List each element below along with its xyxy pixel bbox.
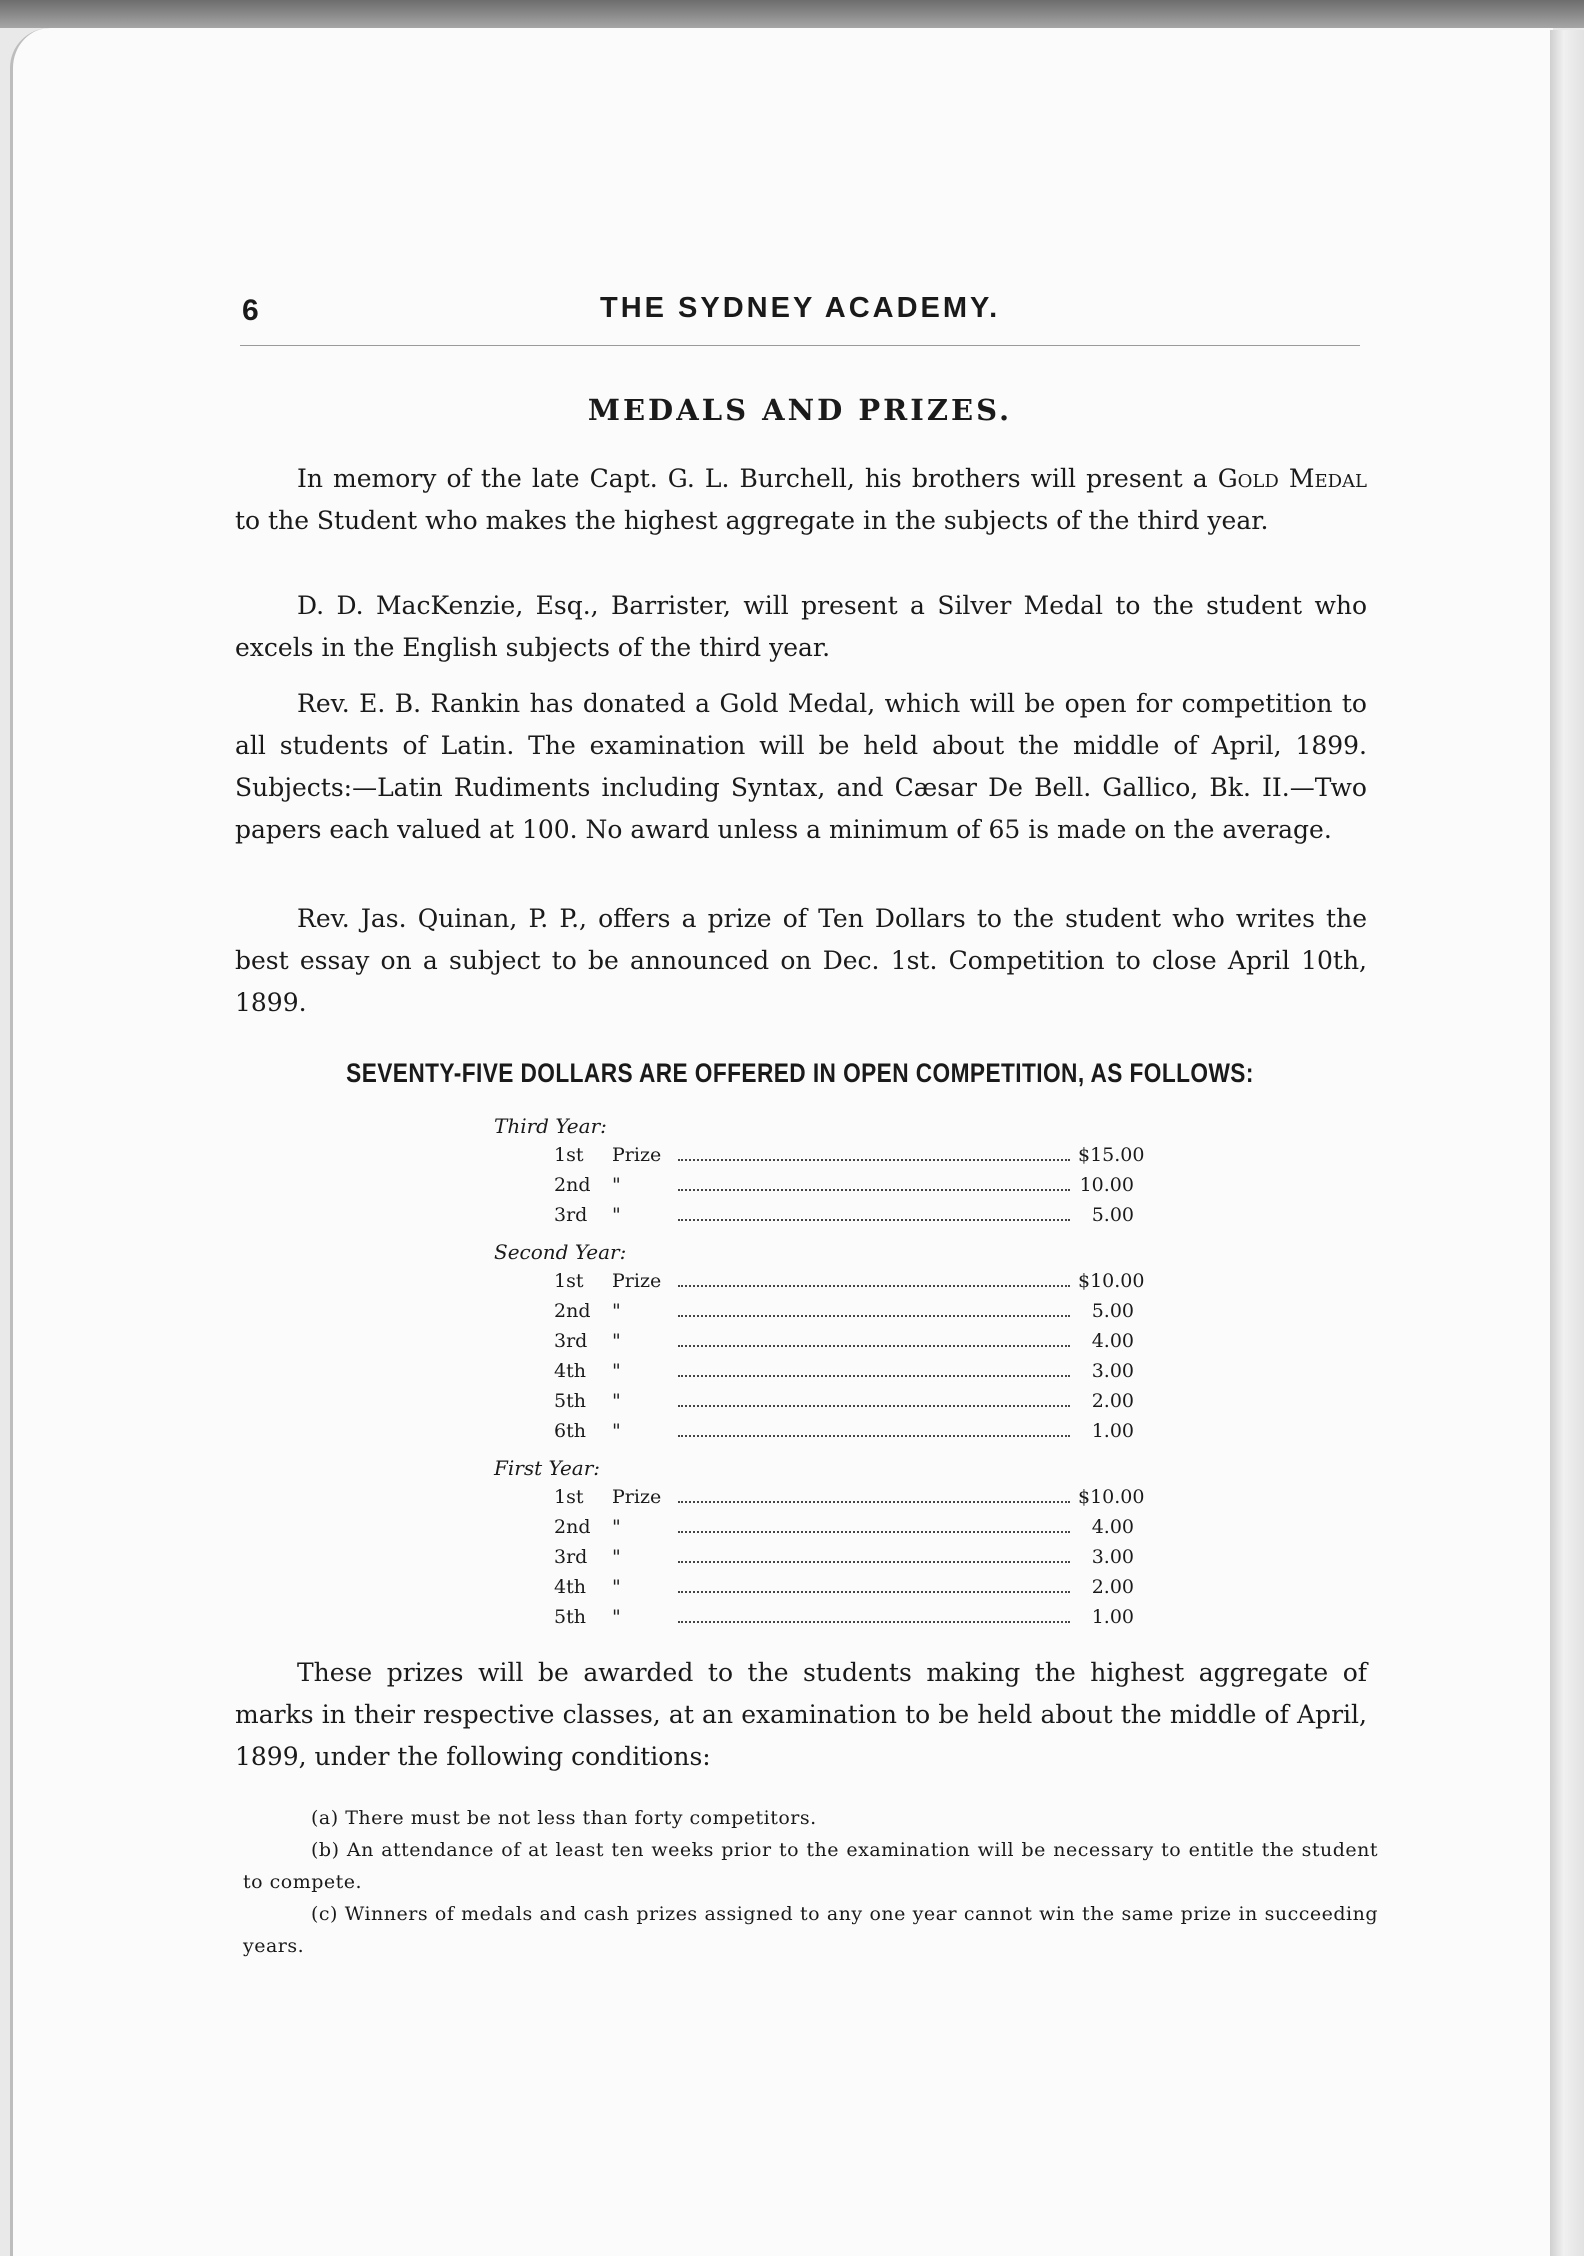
prize-amount: 4.00: [1091, 1330, 1134, 1352]
paragraph-quinan-prize: Rev. Jas. Quinan, P. P., offers a prize of Ten Dollars to the student who writes the best essay on a subject to be announced on Dec. 1st. Competition to close April 10th, 1899.: [235, 904, 1367, 1017]
prize-row: [554, 1512, 1134, 1542]
prize-word: ": [612, 1516, 621, 1538]
dot-leader: [678, 1219, 1070, 1221]
prize-word: ": [612, 1300, 621, 1322]
prize-place: 2nd: [554, 1516, 591, 1538]
offer-heading: SEVENTY-FIVE DOLLARS ARE OFFERED IN OPEN COMPETITION, AS FOLLOWS:: [346, 1058, 1254, 1088]
prize-place: 3rd: [554, 1204, 588, 1226]
prize-amount: 3.00: [1091, 1360, 1134, 1382]
prize-row: [554, 1386, 1134, 1416]
condition-c: (c) Winners of medals and cash prizes assigned to any one year cannot win the same prize in succeeding years.: [243, 1903, 1378, 1957]
prize-word: ": [612, 1360, 621, 1382]
prize-amount: $10.00: [1078, 1270, 1145, 1292]
first-year-group: [494, 1454, 1145, 1632]
dot-leader: [678, 1531, 1070, 1533]
year-label: First Year:: [494, 1456, 601, 1480]
dot-leader: [678, 1591, 1070, 1593]
dot-leader: [678, 1345, 1070, 1347]
running-title: THE SYDNEY ACADEMY.: [600, 292, 1001, 324]
scan-top-edge: [0, 0, 1584, 28]
gold-medal-smallcaps: Gold Medal: [1217, 464, 1367, 493]
prize-place: 6th: [554, 1420, 586, 1442]
dot-leader: [678, 1501, 1070, 1503]
prize-row: [554, 1266, 1145, 1296]
dot-leader: [678, 1189, 1070, 1191]
prize-place: 2nd: [554, 1300, 591, 1322]
dot-leader: [678, 1375, 1070, 1377]
dot-leader: [678, 1285, 1070, 1287]
prize-word: ": [612, 1576, 621, 1598]
prize-word: ": [612, 1390, 621, 1412]
year-label: Third Year:: [494, 1114, 607, 1138]
prize-word: ": [612, 1606, 621, 1628]
conditions-list: [243, 1802, 1378, 1962]
page-number: 6: [242, 294, 259, 327]
prize-word: ": [612, 1204, 621, 1226]
prize-row: [554, 1170, 1134, 1200]
prize-row: [554, 1416, 1134, 1446]
prize-row: [554, 1296, 1134, 1326]
prize-row: [554, 1542, 1134, 1572]
prize-amount: $10.00: [1078, 1486, 1145, 1508]
prize-row: [554, 1572, 1134, 1602]
prize-amount: 4.00: [1091, 1516, 1134, 1538]
section-title: MEDALS AND PRIZES.: [587, 393, 1013, 427]
prize-amount: 1.00: [1091, 1606, 1134, 1628]
paragraph-mackenzie-medal: D. D. MacKenzie, Esq., Barrister, will present a Silver Medal to the student who excels in the English subjects of the third year.: [235, 591, 1367, 662]
prize-word: ": [612, 1546, 621, 1568]
prize-place: 1st: [554, 1486, 584, 1508]
dot-leader: [678, 1561, 1070, 1563]
prize-place: 5th: [554, 1390, 586, 1412]
second-year-group: [494, 1238, 1145, 1446]
prize-row: [554, 1602, 1134, 1632]
prize-word: Prize: [612, 1144, 662, 1166]
paragraph-burchell-medal: [235, 458, 1367, 542]
dot-leader: [678, 1435, 1070, 1437]
prize-word: ": [612, 1174, 621, 1196]
dot-leader: [678, 1621, 1070, 1623]
prize-list: [494, 1112, 1145, 1640]
prize-amount: 10.00: [1079, 1174, 1134, 1196]
prize-row: [554, 1200, 1134, 1230]
prize-amount: 3.00: [1091, 1546, 1134, 1568]
prize-place: 1st: [554, 1270, 584, 1292]
scan-right-edge: [1550, 30, 1584, 2256]
prize-row: [554, 1356, 1134, 1386]
prize-amount: 2.00: [1091, 1390, 1134, 1412]
prize-amount: 2.00: [1091, 1576, 1134, 1598]
prize-place: 2nd: [554, 1174, 591, 1196]
dot-leader: [678, 1159, 1070, 1161]
prize-word: Prize: [612, 1486, 662, 1508]
page-header: [240, 290, 1360, 340]
header-rule: [240, 345, 1360, 346]
prize-amount: 1.00: [1091, 1420, 1134, 1442]
prize-place: 3rd: [554, 1546, 588, 1568]
prize-amount: 5.00: [1091, 1300, 1134, 1322]
year-label: Second Year:: [494, 1240, 627, 1264]
prize-amount: $15.00: [1078, 1144, 1145, 1166]
condition-a: (a) There must be not less than forty competitors.: [311, 1807, 817, 1829]
prize-place: 4th: [554, 1576, 586, 1598]
dot-leader: [678, 1405, 1070, 1407]
prize-place: 1st: [554, 1144, 584, 1166]
dot-leader: [678, 1315, 1070, 1317]
paragraph-text: In memory of the late Capt. G. L. Burchell, his brothers will present a: [297, 464, 1218, 493]
prize-place: 5th: [554, 1606, 586, 1628]
condition-b: (b) An attendance of at least ten weeks prior to the examination will be necessary to entitle the student to compete.: [243, 1839, 1378, 1893]
prize-row: [554, 1140, 1145, 1170]
prize-word: ": [612, 1420, 621, 1442]
paragraph-text: to the Student who makes the highest aggregate in the subjects of the third year.: [235, 506, 1269, 535]
prize-amount: 5.00: [1091, 1204, 1134, 1226]
prize-word: ": [612, 1330, 621, 1352]
paragraph-rankin-medal: Rev. E. B. Rankin has donated a Gold Medal, which will be open for competition to all students of Latin. The examination will be held about the middle of April, 1899. Subjects:—Latin Rudiments including Syntax, and Cæsar De Bell. Gallico, Bk. II.—Two papers each valued at 100. No award unless a minimum of 65 is made on the average.: [235, 689, 1367, 844]
third-year-group: [494, 1112, 1145, 1230]
prize-place: 3rd: [554, 1330, 588, 1352]
prize-word: Prize: [612, 1270, 662, 1292]
prize-row: [554, 1482, 1145, 1512]
prize-place: 4th: [554, 1360, 586, 1382]
paragraph-award-conditions: These prizes will be awarded to the students making the highest aggregate of marks in their respective classes, at an examination to be held about the middle of April, 1899, under the following conditions:: [235, 1658, 1367, 1771]
prize-row: [554, 1326, 1134, 1356]
